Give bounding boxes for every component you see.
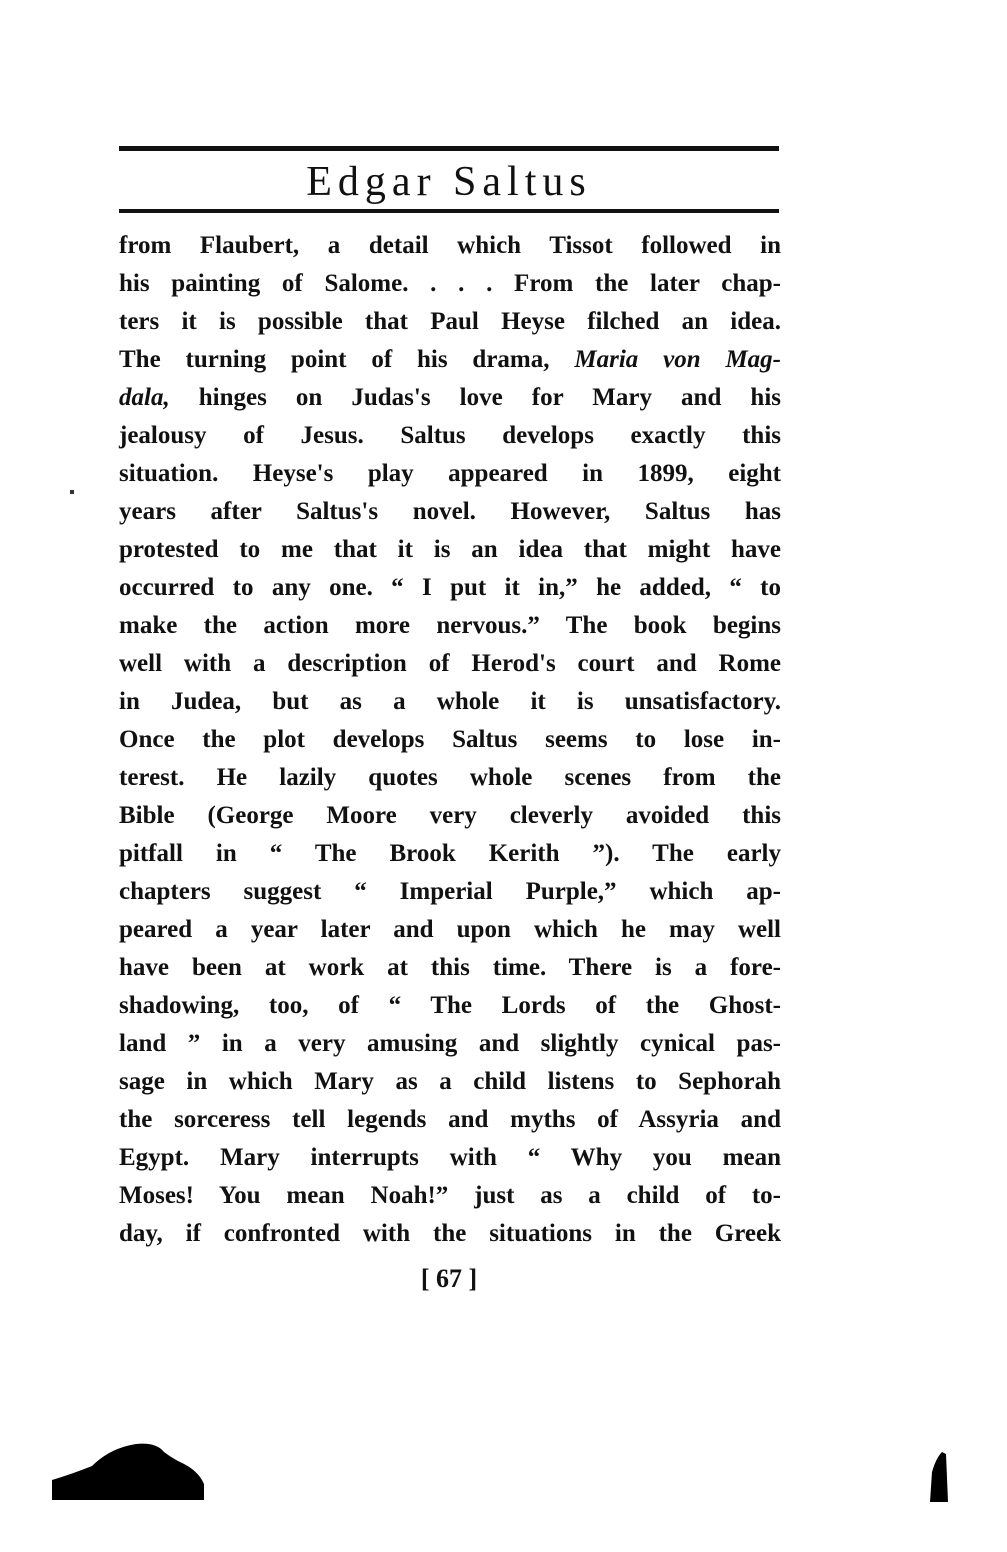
text-line: from Flaubert, a detail which Tissot followed in — [119, 232, 781, 259]
text-line: sage in which Mary as a child listens to Sephorah — [119, 1068, 781, 1095]
text-line: occurred to any one. “ I put it in,” he added, “ to — [119, 574, 781, 601]
header-rule-bottom — [119, 209, 779, 213]
text-line: his painting of Salome. . . . From the later chap- — [119, 270, 781, 297]
text-line: Bible (George Moore very cleverly avoided this — [119, 802, 781, 829]
scan-ink-blot-right — [928, 1452, 948, 1502]
drama-title-italic: Maria von Mag- — [574, 346, 781, 373]
scan-speck — [70, 490, 74, 494]
text-line: protested to me that it is an idea that might have — [119, 536, 781, 563]
text-line-rest: hinges on Judas's love for Mary and his — [169, 384, 781, 411]
text-line: day, if confronted with the situations in the Greek — [119, 1220, 781, 1247]
page-number: [ 67 ] — [420, 1264, 478, 1293]
scan-ink-blot-left — [52, 1440, 204, 1500]
text-line: Once the plot develops Saltus seems to lose in- — [119, 726, 781, 753]
text-line: jealousy of Jesus. Saltus develops exactly this — [119, 422, 781, 449]
text-line: have been at work at this time. There is a fore- — [119, 954, 781, 981]
text-line: well with a description of Herod's court and Rome — [119, 650, 781, 677]
text-line: years after Saltus's novel. However, Saltus has — [119, 498, 781, 525]
text-line: pitfall in “ The Brook Kerith ”). The early — [119, 840, 781, 867]
text-line: the sorceress tell legends and myths of Assyria and — [119, 1106, 781, 1133]
text-line: chapters suggest “ Imperial Purple,” which ap- — [119, 878, 781, 905]
text-line: peared a year later and upon which he may well — [119, 916, 781, 943]
text-line — [119, 341, 781, 379]
drama-title-italic-cont: dala, — [119, 384, 170, 411]
text-line — [119, 379, 781, 417]
text-line: situation. Heyse's play appeared in 1899, eight — [119, 460, 781, 487]
header-rule-top — [119, 146, 779, 151]
running-head-title: Edgar Saltus — [306, 159, 592, 205]
text-line: make the action more nervous.” The book begins — [119, 612, 781, 639]
text-line: land ” in a very amusing and slightly cynical pas- — [119, 1030, 781, 1057]
text-line: terest. He lazily quotes whole scenes from the — [119, 764, 781, 791]
text-line: Moses! You mean Noah!” just as a child of to- — [119, 1182, 781, 1209]
body-text — [119, 227, 781, 1253]
text-line: shadowing, too, of “ The Lords of the Ghost- — [119, 992, 781, 1019]
text-line-lead: The turning point of his drama, — [119, 346, 575, 373]
text-line: ters it is possible that Paul Heyse filched an idea. — [119, 308, 781, 335]
text-line: in Judea, but as a whole it is unsatisfactory. — [119, 688, 781, 715]
text-line: Egypt. Mary interrupts with “ Why you mean — [119, 1144, 781, 1171]
